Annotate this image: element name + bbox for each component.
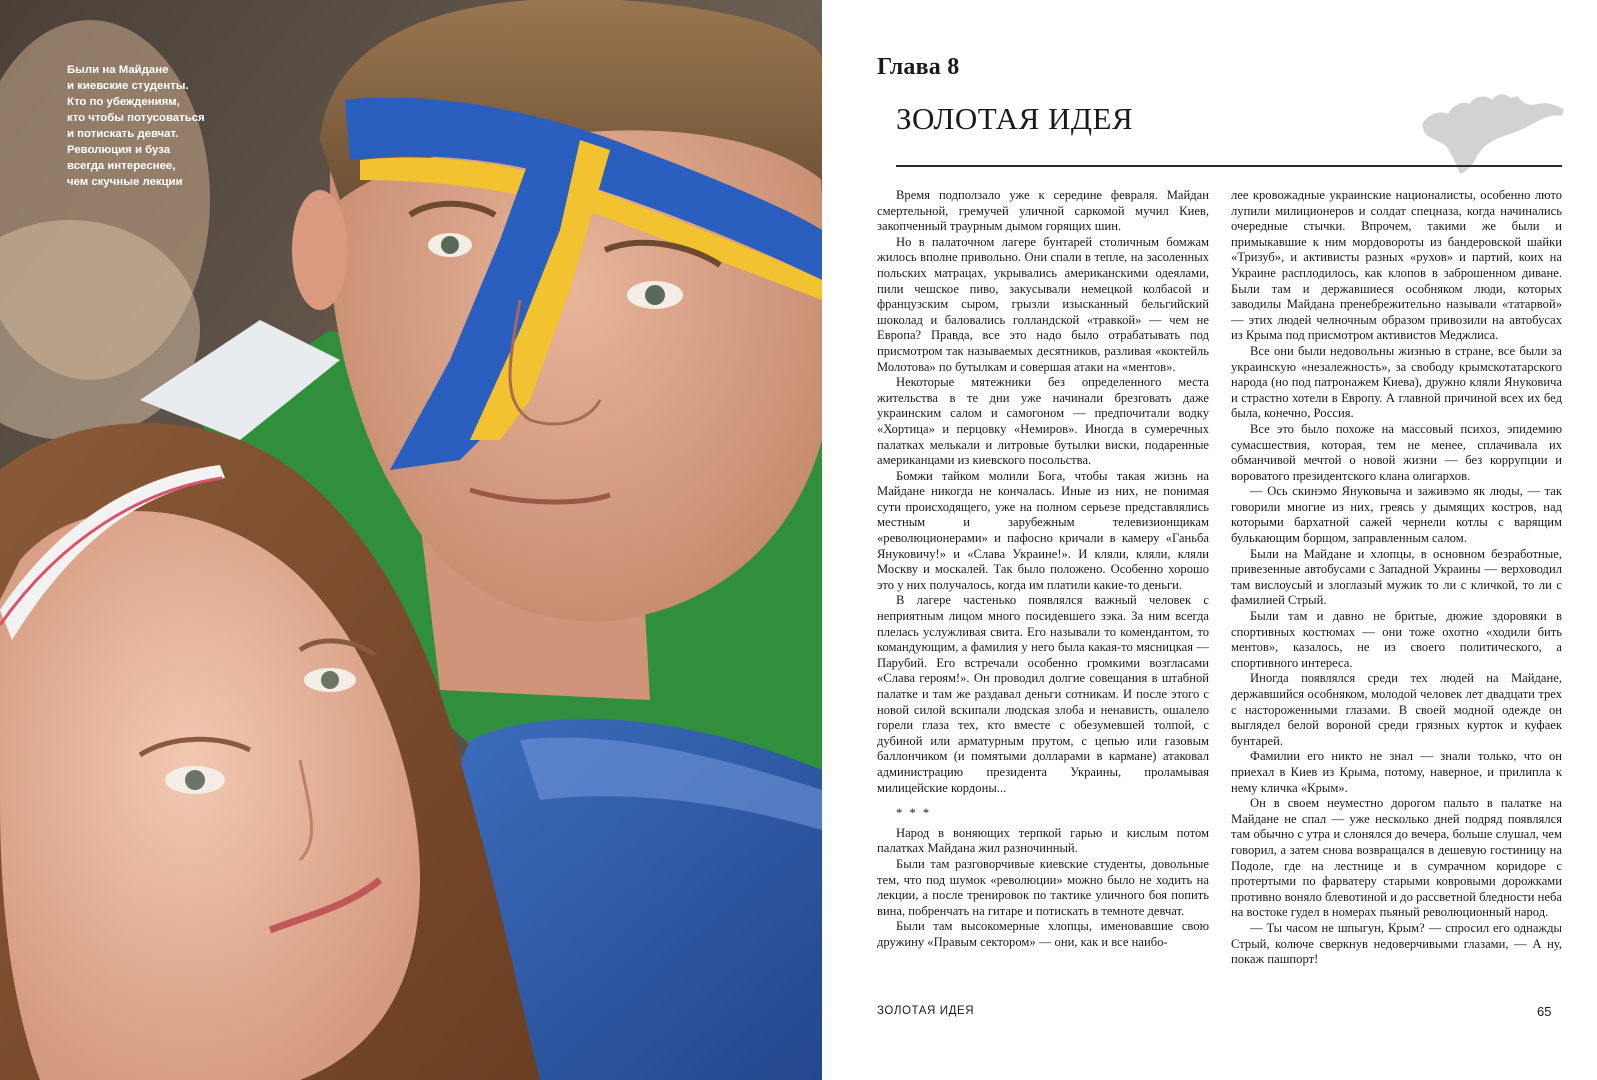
paragraph: Он в своем неуместно дорогом пальто в палатке на Майдане не спал — уже несколько дней подряд появлялся там обычно с утра и слонялся до вечера, больше слушал, чем говорил, а затем снова возвращался в дешевую гостиницу на Подоле, где на лестнице и в сумрачном коридоре с протертыми по фарватеру старыми ковровыми дорожками противно воняло блевотиной и до рассветной бледности неба на востоке гудел в номерах пьяный революционный народ. [1231,796,1562,920]
text-page [822,0,1597,1080]
paragraph: Были там разговорчивые киевские студенты, довольные тем, что под шумок «революции» можно было не ходить на лекции, а после тренировок по тактике уличного боя попить вина, побренчать на гитаре и потискать в темноте девчат. [877,856,1209,918]
running-title: ЗОЛОТАЯ ИДЕЯ [877,1005,975,1017]
paragraph: Время подползало уже к середине февраля. Майдан смертельной, гремучей уличной саркомой мучил Киев, закопченный траурным дымом горящих шин. [877,188,1209,234]
paragraph: Были на Майдане и хлопцы, в основном безработные, привезенные автобусами с Западной Украины — верховодил там вислоусый и злоглазый мужик то ли с кличкой, то ли с фамилией Стрый. [1231,546,1562,608]
paragraph: — Ты часом не шпыгун, Крым? — спросил его однажды Стрый, колюче сверкнув недоверчивыми глазами, — А ну, покаж пашпорт! [1231,920,1562,967]
page-number: 65 [1537,1004,1552,1019]
chapter-label: Глава 8 [877,54,960,80]
paragraph: Иногда появлялся среди тех людей на Майдане, державшийся особняком, молодой человек лет двадцати трех с настороженными глазами. В своей модной одежде он выглядел белой вороной среди грязных курток и куфаек бунтарей. [1231,671,1562,748]
paragraph: Некоторые мятежники без определенного места жительства в те дни уже начинали брезговать даже украинским салом и самогоном — предпочитали водку «Хортица» и перцовку «Немиров». Иногда в сумеречных палатках мелькали и литровые бутылки виски, подаренные американцами из киевского посольства. [877,375,1209,468]
paragraph: Фамилии его никто не знал — знали только, что он приехал в Киев из Крыма, потому, наверное, и прилипла к нему кличка «Крым». [1231,749,1562,795]
chapter-title: ЗОЛОТАЯ ИДЕЯ [896,101,1134,136]
text-column-right [1231,188,1562,968]
paragraph: Бомжи тайком молили Бога, чтобы такая жизнь на Майдане никогда не кончалась. Иные из них, не понимая сути происходящего, уже на полном серьезе представлялись местным и зарубежным телевизионщикам «революционерами» и пафосно кричали в камеру «Ганьба Януковичу!» и «Слава Украине!». И кляли, кляли, кляли Москву и москалей. Так было положено. Особенно хорошо это у них получалось, когда им платили какие-то деньги. [877,468,1209,592]
crimea-map-icon [1418,84,1568,176]
paragraph: Были там высокомерные хлопцы, именовавшие свою дружину «Правым сектором» — они, как и все наибо- [877,919,1209,949]
paragraph: Все это было похоже на массовый психоз, эпидемию сумасшествия, которая, тем не менее, сплачивала их обманчивой мечтой о новой жизни — без коррупции и вороватого президентского клана олигархов. [1231,421,1562,483]
paragraph: Все они были недовольны жизнью в стране, все были за украинскую «незалежность», за свободу крымскотатарского народа (но под патронажем Киева), дружно кляли Януковича и страстно хотели в Европу. А главной причиной всех их бед была, конечно, Россия. [1231,343,1562,421]
section-separator: * * * [896,806,932,821]
paragraph: Народ в воняющих терпкой гарью и кислым потом палатках Майдана жил разночинный. [877,825,1209,856]
photo-caption: Были на Майдане и киевские студенты. Кто по убеждениям, кто чтобы потусоваться и потискать девчат. Революция и буза всегда интереснее, чем скучные лекции [67,64,205,188]
paragraph: В лагере частенько появлялся важный человек с неприятным лицом много посидевшего зэка. За ним всегда плелась услужливая свита. Его называли то комендантом, то командующим, а фамилия у него была какая-то мясницкая — Парубий. Его встречали особенно громкими возгласами «Слава героям!». Он проводил долгие совещания в штабной палатке и там же раздавал деньги сотникам. И после этого с новой силой вскипали людская злоба и ненависть, ошалело горели глаза тех, кто вместе с обезумевшей толпой, с дубиной или арматурным прутом, с цепью или газовым баллончиком (и помятыми долларами в кармане) атаковал администрацию президента Украины, проламывая милицейские кордоны... [877,593,1209,795]
text-column-left [877,188,1209,951]
paragraph: лее кровожадные украинские националисты, особенно люто лупили милиционеров и солдат спецназа, когда начинались очередные стычки. Впрочем, такими же были и примыкавшие к ним мордовороты из бандеровской шайки «Тризуб», и активисты разных «рухов» и партий, коих на Украине расплодилось, как клопов в заброшенном диване. Были там и державшиеся особняком люди, которых заводилы Майдана пренебрежительно называли «татарвой» — этих людей челночным образом привозили на автобусах из Крыма под присмотром активистов Меджлиса. [1231,188,1562,343]
paragraph: Были там и давно не бритые, дюжие здоровяки в спортивных костюмах — они тоже охотно «ходили бить ментов», казалось, не из своего политического, а спортивного интереса. [1231,609,1562,670]
paragraph: Но в палаточном лагере бунтарей столичным бомжам жилось вполне привольно. Они спали в тепле, на засоленных польских матрацах, укрывались американскими одеялами, пили чешское пиво, закусывали немецкой колбасой и французским сыром, грызли изысканный бельгийский шоколад и баловались голландской «травкой» — чем не Европа? Правда, все это надо было отрабатывать под присмотром так называемых десятников, разливая «коктейль Молотова» по бутылкам и совершая атаки на «ментов». [877,234,1209,374]
title-divider [896,165,1562,167]
paragraph: — Ось скинэмо Януковыча и заживэмо як люды, — так говорили многие из них, греясь у дымящих костров, над которыми бархатной сажей чернели котлы с варящим булькающим борщом, заправленным салом. [1231,484,1562,546]
